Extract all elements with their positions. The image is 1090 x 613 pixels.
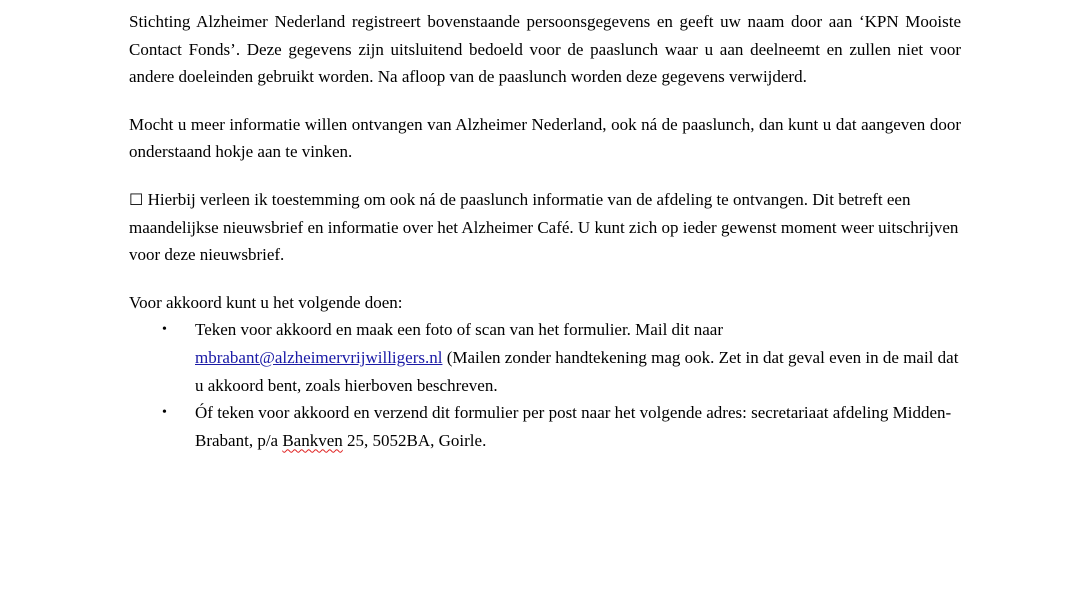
email-link[interactable]: mbrabant@alzheimervrijwilligers.nl [195, 347, 443, 367]
list-item [129, 316, 961, 399]
agreement-intro: Voor akkoord kunt u het volgende doen: [129, 292, 403, 312]
street-name: Bankven [282, 430, 343, 450]
option-post-address: 25, 5052BA, Goirle. [342, 430, 487, 450]
consent-checkbox[interactable]: ☐ [129, 189, 144, 209]
option-email-note: (Mailen zonder handtekening mag ook. Zet in dat geval even in de mail dat u akkoord bent, zoals hierboven beschreven. [195, 347, 959, 395]
consent-text: Hierbij verleen ik toestemming om ook ná de paaslunch informatie van de afdeling te ontvangen. Dit betreft een maandelijkse nieuwsbrief en informatie over het Alzheimer Café. U kunt zich op ieder gewenst moment weer uitschrijven voor deze nieuwsbrief. [129, 189, 959, 265]
bullet-icon: • [162, 322, 167, 338]
document-page [129, 8, 961, 454]
agreement-options-list [129, 316, 961, 454]
bullet-icon: • [162, 405, 167, 421]
consent-paragraph [129, 186, 961, 269]
option-email-text: Teken voor akkoord en maak een foto of scan van het formulier. Mail dit naar [195, 320, 723, 340]
privacy-paragraph: Stichting Alzheimer Nederland registreert bovenstaande persoonsgegevens en geeft uw naam door aan ‘KPN Mooiste Contact Fonds’. Deze gegevens zijn uitsluitend bedoeld voor de paaslunch waar u aan deelneemt en zullen niet voor andere doeleinden gebruikt worden. Na afloop van de paaslunch worden deze gegevens verwijderd. [129, 12, 961, 87]
option-post-text: Óf teken voor akkoord en verzend dit formulier per post naar het volgende adres: secretariaat afdeling Midden-Brabant, p/a [195, 403, 952, 450]
info-paragraph: Mocht u meer informatie willen ontvangen van Alzheimer Nederland, ook ná de paaslunch, dan kunt u dat aangeven door onderstaand hokje aan te vinken. [129, 114, 961, 162]
list-item [129, 399, 961, 454]
